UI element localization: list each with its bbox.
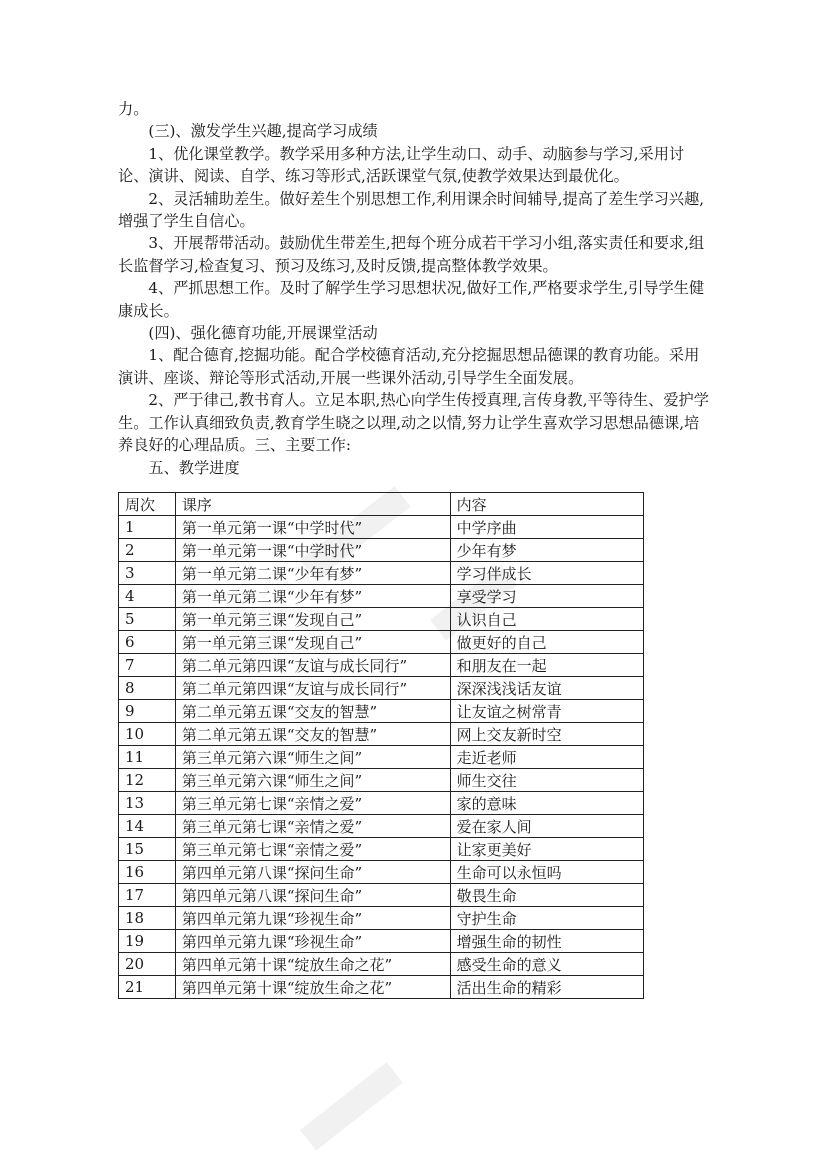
cell-content: 和朋友在一起 <box>450 654 643 677</box>
cell-lesson: 第二单元第五课“交友的智慧” <box>175 723 450 746</box>
paragraph: 1、配合德育,挖掘功能。配合学校德育活动,充分挖掘思想品德课的教育功能。采用演讲、座谈、辩论等形式活动,开展一些课外活动,引导学生全面发展。 <box>118 346 700 387</box>
paragraph: 2、灵活辅助差生。做好差生个别思想工作,利用课余时间辅导,提高了差生学习兴趣,增强了学生自信心。 <box>118 189 705 231</box>
cell-content: 学习伴成长 <box>450 562 643 585</box>
cell-week: 10 <box>119 723 176 746</box>
cell-week: 7 <box>119 654 176 677</box>
table-row <box>119 539 644 562</box>
cell-lesson: 第三单元第六课“师生之间” <box>175 769 450 792</box>
table-row <box>119 907 644 930</box>
cell-lesson: 第一单元第三课“发现自己” <box>175 631 450 654</box>
cell-content: 让家更美好 <box>450 838 643 861</box>
table-row <box>119 838 644 861</box>
table-row <box>119 723 644 746</box>
cell-content: 守护生命 <box>450 907 643 930</box>
cell-week: 4 <box>119 585 176 608</box>
table-row <box>119 700 644 723</box>
cell-content: 深深浅浅话友谊 <box>450 677 643 700</box>
cell-lesson: 第四单元第十课“绽放生命之花” <box>175 953 450 976</box>
cell-week: 15 <box>119 838 176 861</box>
cell-lesson: 第三单元第七课“亲情之爱” <box>175 815 450 838</box>
cell-lesson: 第四单元第八课“探问生命” <box>175 884 450 907</box>
table-row <box>119 769 644 792</box>
cell-content: 师生交往 <box>450 769 643 792</box>
section-heading: (四)、强化德育功能,开展课堂活动 <box>148 324 378 343</box>
cell-week: 13 <box>119 792 176 815</box>
table-row <box>119 884 644 907</box>
cell-week: 17 <box>119 884 176 907</box>
cell-lesson: 第一单元第二课“少年有梦” <box>175 562 450 585</box>
cell-content: 走近老师 <box>450 746 643 769</box>
cell-lesson: 第一单元第二课“少年有梦” <box>175 585 450 608</box>
cell-content: 生命可以永恒吗 <box>450 861 643 884</box>
cell-lesson: 第四单元第八课“探问生命” <box>175 861 450 884</box>
cell-week: 5 <box>119 608 176 631</box>
cell-content: 感受生命的意义 <box>450 953 643 976</box>
header-week: 周次 <box>119 493 176 516</box>
paragraph: 3、开展帮带活动。鼓励优生带差生,把每个班分成若干学习小组,落实责任和要求,组长监督学习,检查复习、预习及练习,及时反馈,提高整体教学效果。 <box>118 234 705 275</box>
teaching-schedule-table <box>118 492 644 999</box>
cell-week: 2 <box>119 539 176 562</box>
cell-lesson: 第二单元第五课“交友的智慧” <box>175 700 450 723</box>
cell-week: 6 <box>119 631 176 654</box>
cell-content: 增强生命的韧性 <box>450 930 643 953</box>
cell-week: 1 <box>119 516 176 539</box>
table-row <box>119 608 644 631</box>
cell-lesson: 第四单元第九课“珍视生命” <box>175 907 450 930</box>
table-row <box>119 562 644 585</box>
cell-content: 让友谊之树常青 <box>450 700 643 723</box>
cell-content: 活出生命的精彩 <box>450 976 643 999</box>
section-heading: (三)、激发学生兴趣,提高学习成绩 <box>148 122 378 141</box>
cell-week: 16 <box>119 861 176 884</box>
cell-content: 家的意味 <box>450 792 643 815</box>
cell-week: 18 <box>119 907 176 930</box>
cell-content: 享受学习 <box>450 585 643 608</box>
cell-lesson: 第三单元第七课“亲情之爱” <box>175 792 450 815</box>
section-heading: 五、教学进度 <box>148 458 240 477</box>
cell-lesson: 第三单元第六课“师生之间” <box>175 746 450 769</box>
cell-lesson: 第四单元第九课“珍视生命” <box>175 930 450 953</box>
table-row <box>119 953 644 976</box>
cell-content: 敬畏生命 <box>450 884 643 907</box>
cell-week: 9 <box>119 700 176 723</box>
cell-content: 网上交友新时空 <box>450 723 643 746</box>
cell-week: 3 <box>119 562 176 585</box>
table-row <box>119 585 644 608</box>
cell-content: 少年有梦 <box>450 539 643 562</box>
cell-lesson: 第三单元第七课“亲情之爱” <box>175 838 450 861</box>
paragraph: 2、严于律己,教书育人。立足本职,热心向学生传授真理,言传身教,平等待生、爱护学生。工作认真细致负责,教育学生晓之以理,动之以情,努力让学生喜欢学习思想品德课,培养良好的心理品质。三、主要工作: <box>118 391 709 455</box>
table-row <box>119 631 644 654</box>
cell-content: 中学序曲 <box>450 516 643 539</box>
cell-week: 14 <box>119 815 176 838</box>
table-row <box>119 516 644 539</box>
cell-week: 11 <box>119 746 176 769</box>
cell-lesson: 第一单元第三课“发现自己” <box>175 608 450 631</box>
table-row <box>119 677 644 700</box>
cell-content: 爱在家人间 <box>450 815 643 838</box>
cell-week: 19 <box>119 930 176 953</box>
cell-week: 8 <box>119 677 176 700</box>
cell-lesson: 第二单元第四课“友谊与成长同行” <box>175 677 450 700</box>
table-row <box>119 654 644 677</box>
cell-content: 做更好的自己 <box>450 631 643 654</box>
table-row <box>119 746 644 769</box>
header-lesson: 课序 <box>175 493 450 516</box>
watermark-stroke <box>300 1062 403 1150</box>
cell-lesson: 第四单元第十课“绽放生命之花” <box>175 976 450 999</box>
paragraph: 力。 <box>118 100 149 118</box>
cell-week: 20 <box>119 953 176 976</box>
body-text <box>118 98 710 479</box>
cell-week: 21 <box>119 976 176 999</box>
cell-content: 认识自己 <box>450 608 643 631</box>
cell-lesson: 第一单元第一课“中学时代” <box>175 539 450 562</box>
table-row <box>119 930 644 953</box>
paragraph: 4、严抓思想工作。及时了解学生学习思想状况,做好工作,严格要求学生,引导学生健康成长。 <box>118 279 705 320</box>
table-row <box>119 792 644 815</box>
table-row <box>119 976 644 999</box>
table-row <box>119 861 644 884</box>
header-content: 内容 <box>450 493 643 516</box>
cell-lesson: 第二单元第四课“友谊与成长同行” <box>175 654 450 677</box>
cell-week: 12 <box>119 769 176 792</box>
table-header-row <box>119 493 644 516</box>
paragraph: 1、优化课堂教学。教学采用多种方法,让学生动口、动手、动脑参与学习,采用讨论、演讲、阅读、自学、练习等形式,活跃课堂气氛,使教学效果达到最优化。 <box>118 144 685 186</box>
table-row <box>119 815 644 838</box>
cell-lesson: 第一单元第一课“中学时代” <box>175 516 450 539</box>
